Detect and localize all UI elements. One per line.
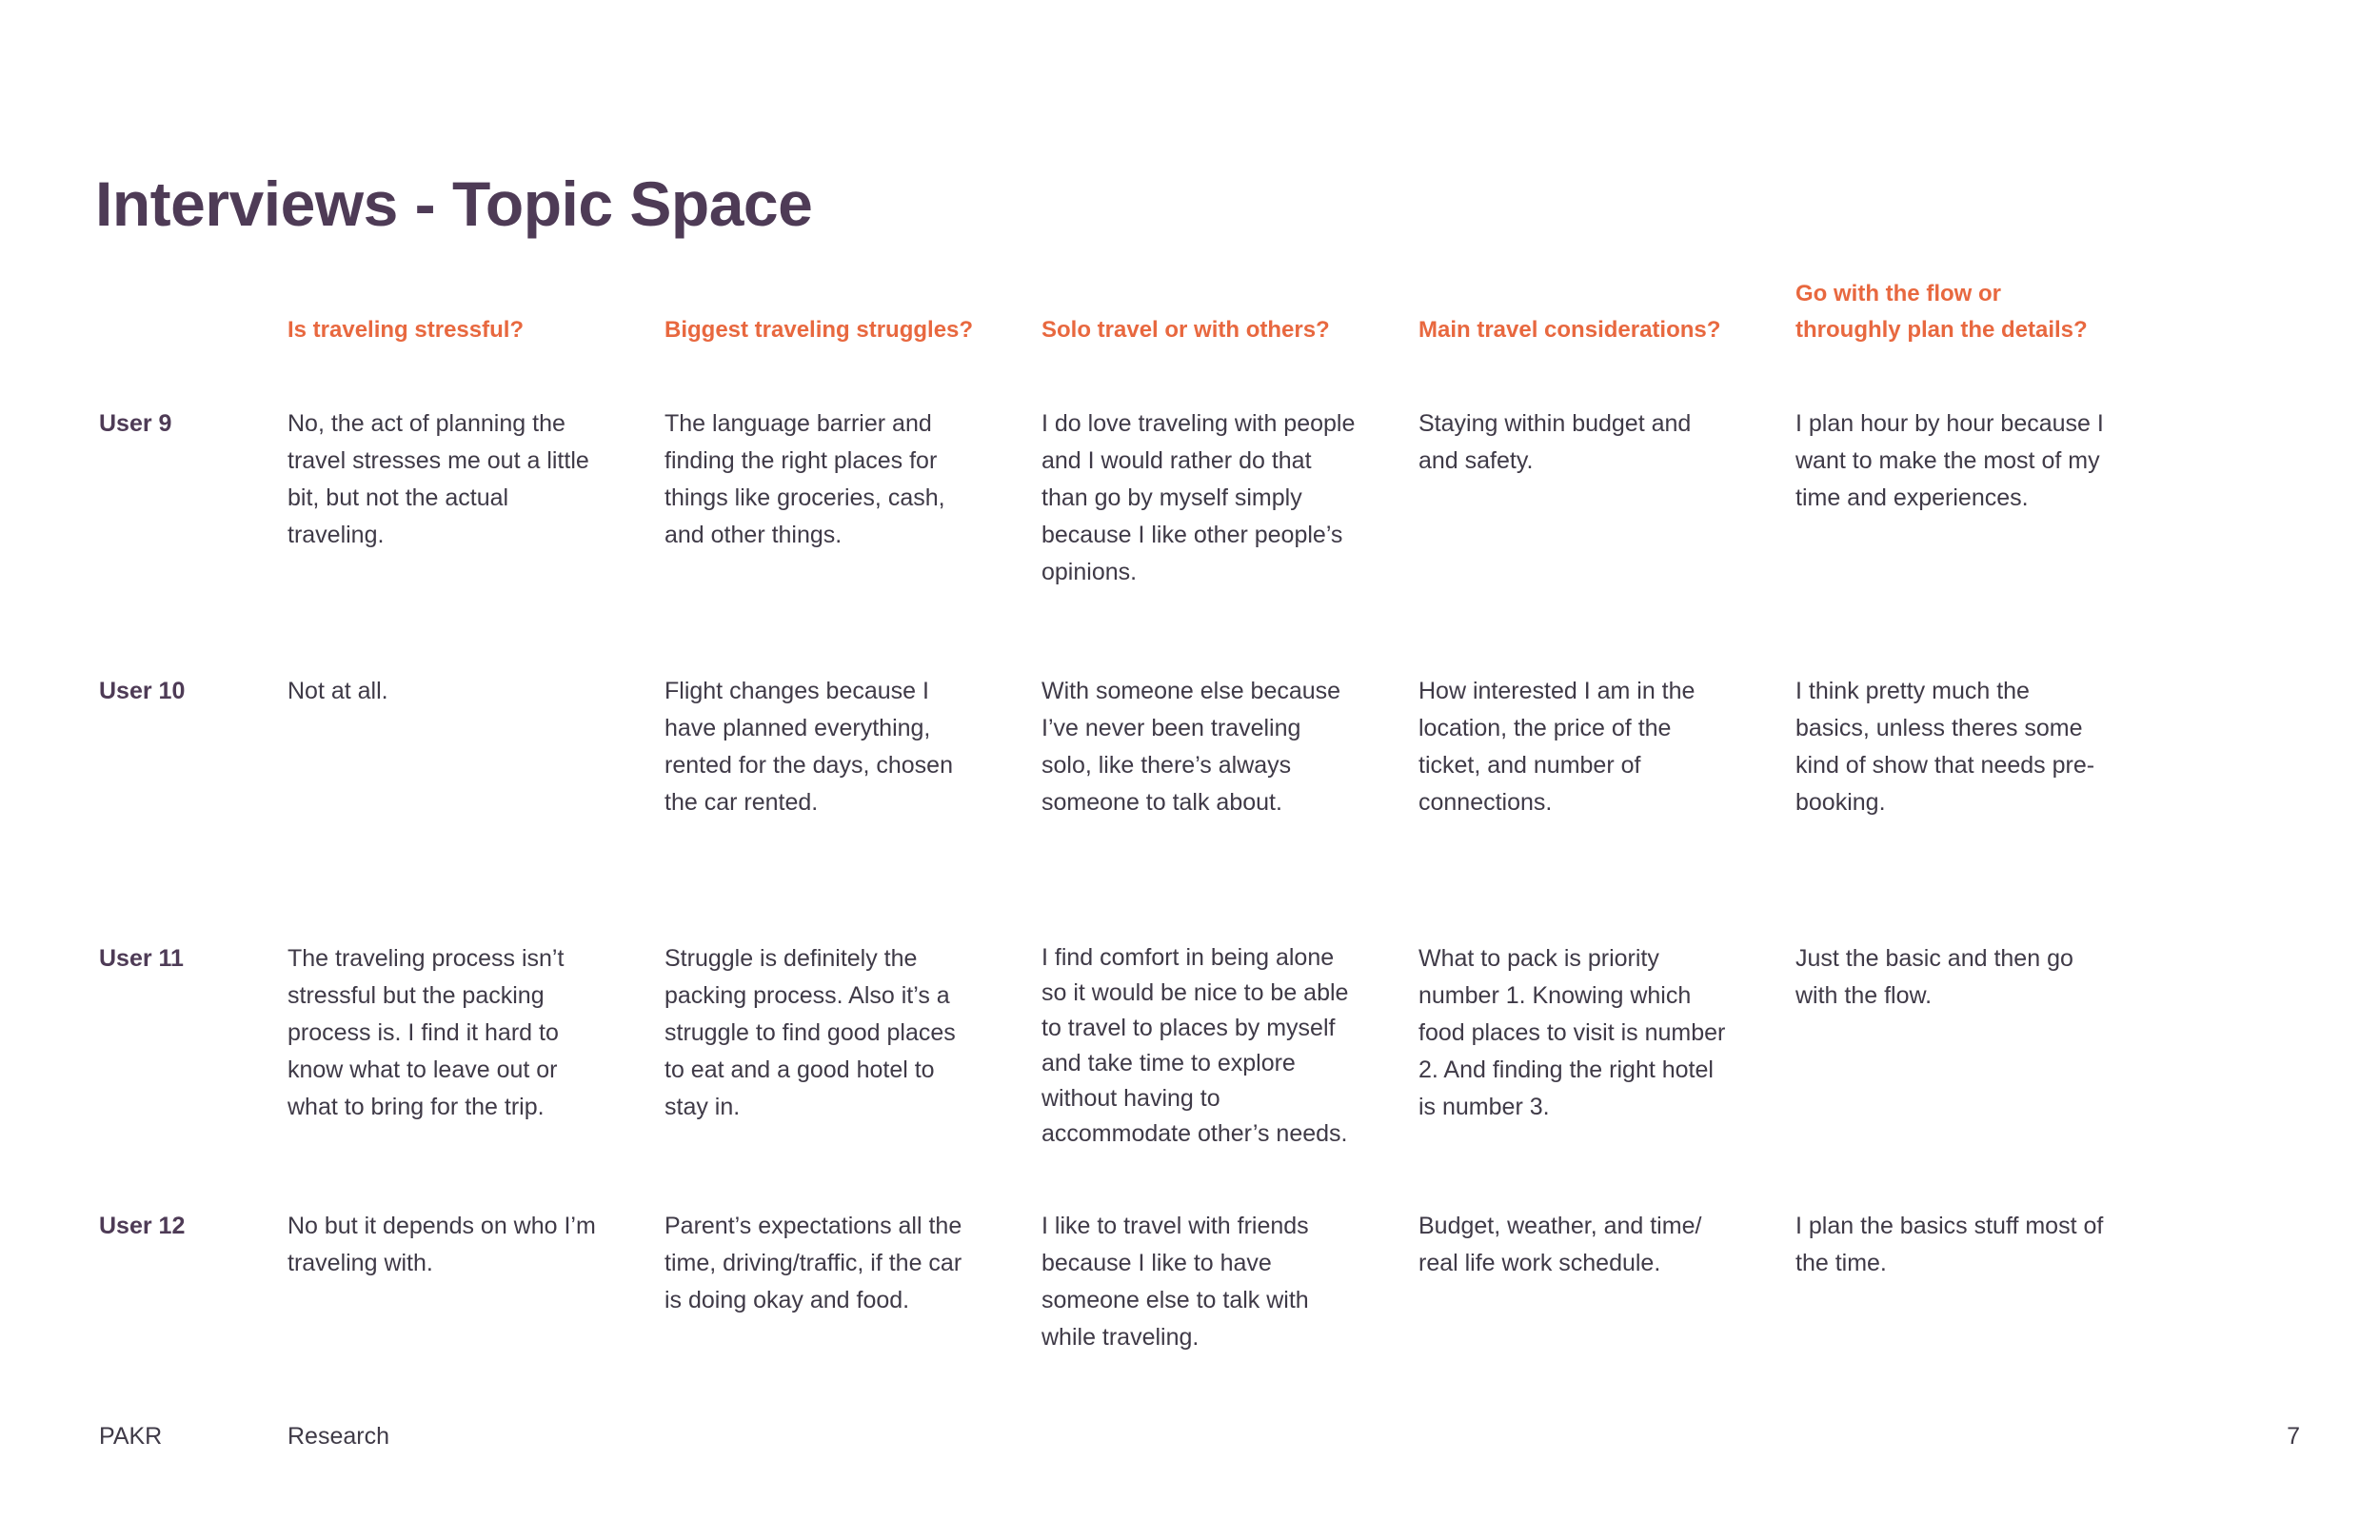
answer-cell: The language barrier and finding the right places for things like groceries, cash, and other things. [664,410,945,548]
answer-cell: I plan the basics stuff most of the time. [1795,1213,2104,1276]
answer-cell: Staying within budget and and safety. [1418,410,1692,474]
row-label-user-9: User 9 [99,410,172,437]
row-label-user-10: User 10 [99,678,186,704]
answer-cell: I find comfort in being alone so it would be nice to be able to travel to places by myself and take time to explore without having to accommodate other’s needs. [1041,944,1349,1147]
answer-cell: Struggle is definitely the packing process. Also it’s a struggle to find good places to eat and a good hotel to stay in. [664,945,956,1120]
question-header-stressful: Is traveling stressful? [288,317,525,343]
answer-cell: Budget, weather, and time/ real life work schedule. [1418,1213,1702,1276]
answer-cell: What to pack is priority number 1. Knowing which food places to visit is number 2. And finding the right hotel is number 3. [1418,945,1726,1120]
row-label-user-11: User 11 [99,945,184,972]
answer-cell: I think pretty much the basics, unless theres some kind of show that needs pre-booking. [1795,678,2095,816]
answer-cell: No but it depends on who I’m traveling with. [288,1213,596,1276]
row-label-user-12: User 12 [99,1213,186,1239]
answer-cell: How interested I am in the location, the price of the ticket, and number of connections. [1418,678,1696,816]
page-number: 7 [2287,1423,2300,1450]
answer-cell: Flight changes because I have planned everything, rented for the days, chosen the car rented. [664,678,953,816]
answer-cell: The traveling process isn’t stressful but the packing process is. I find it hard to know what to leave out or what to bring for the trip. [288,945,565,1120]
page-title: Interviews - Topic Space [95,168,813,239]
answer-cell: Just the basic and then go with the flow. [1795,945,2073,1009]
answer-cell: Not at all. [288,678,388,704]
question-header-planning: Go with the flow or throughly plan the details? [1795,281,2088,343]
question-header-struggles: Biggest traveling struggles? [664,317,974,343]
footer-brand: PAKR [99,1423,163,1450]
answer-cell: No, the act of planning the travel stresses me out a little bit, but not the actual traveling. [288,410,589,548]
footer-section: Research [288,1423,389,1450]
answer-cell: I do love traveling with people and I would rather do that than go by myself simply because I like other people’s opinions. [1041,410,1356,585]
answer-cell: Parent’s expectations all the time, driving/traffic, if the car is doing okay and food. [664,1213,962,1313]
question-header-considerations: Main travel considerations? [1418,317,1721,343]
question-header-solo-travel: Solo travel or with others? [1041,317,1330,343]
answer-cell: I like to travel with friends because I like to have someone else to talk with while traveling. [1041,1213,1309,1351]
answer-cell: I plan hour by hour because I want to make the most of my time and experiences. [1795,410,2104,511]
answer-cell: With someone else because I’ve never been traveling solo, like there’s always someone to talk about. [1041,678,1341,816]
